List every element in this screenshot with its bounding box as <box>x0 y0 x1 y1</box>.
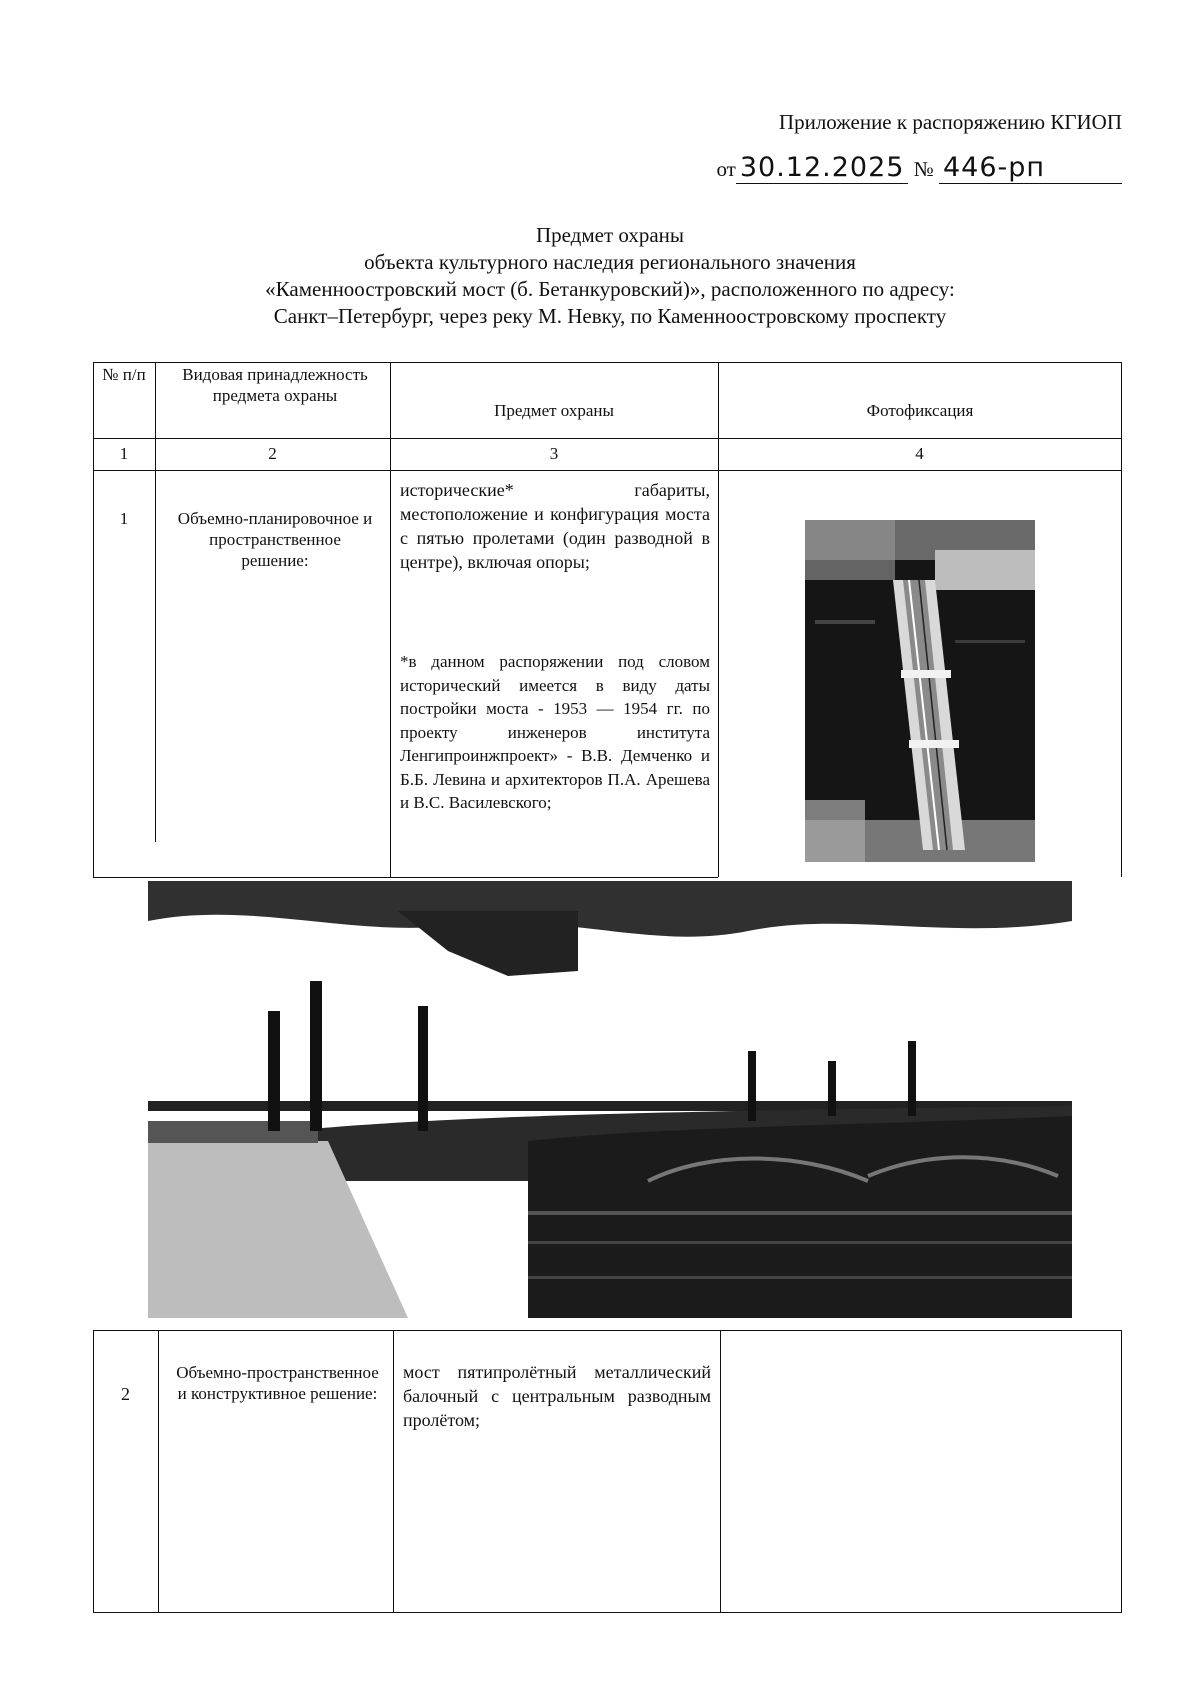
col-number-4: 4 <box>915 444 924 463</box>
rule <box>158 1330 159 1612</box>
rule <box>1121 1330 1122 1612</box>
heading-line-3: «Каменноостровский мост (б. Бетанкуровский)», расположенного по адресу: <box>265 277 955 301</box>
bridge-side-photo <box>148 881 1072 1318</box>
order-line <box>600 152 1122 184</box>
rule <box>155 362 156 842</box>
row-2-subject: мост пятипролётный металлический балочный с центральным разводным пролётом; <box>403 1362 711 1430</box>
rule <box>390 362 391 877</box>
bridge-side-image <box>148 881 1072 1318</box>
rule <box>718 362 719 877</box>
heading-line-4: Санкт–Петербург, через реку М. Невку, по Каменноостровскому проспекту <box>273 304 947 328</box>
col-number-3: 3 <box>549 444 559 463</box>
col-number-1: 1 <box>119 444 129 463</box>
rule <box>93 877 718 878</box>
col-header-subject: Предмет охраны <box>494 401 614 420</box>
order-number: 446-рп <box>939 152 1122 184</box>
row-1-category: Объемно-планировочное и пространственное решение: <box>177 509 373 570</box>
heading-line-1: Предмет охраны <box>535 223 685 247</box>
row-2-number: 2 <box>121 1384 130 1404</box>
col-header-number: № п/п <box>102 365 146 384</box>
col-header-photo: Фотофиксация <box>866 401 974 420</box>
col-header-category: Видовая принадлежность предмета охраны <box>182 365 368 405</box>
aerial-bridge-photo <box>805 520 1035 862</box>
rule <box>93 1330 94 1612</box>
heading-line-2: объекта культурного наследия регионального значения <box>364 250 856 274</box>
rule <box>93 362 1122 363</box>
appendix-title: Приложение к распоряжению КГИОП <box>778 110 1122 134</box>
row-1-note: *в данном распоряжении под словом исторический имеется в виду даты постройки моста - 1953 — 1954 гг. по проекту инженеров института Ленгипроинжпроект» - В.В. Демченко и Б.Б. Левина и архитекторов П.А. Арешева и В.С. Василевского; <box>400 652 710 812</box>
order-date: 30.12.2025 <box>736 152 909 184</box>
rule <box>93 1612 1122 1613</box>
aerial-bridge-image <box>805 520 1035 862</box>
document-heading <box>100 222 1120 330</box>
rule <box>93 1330 1122 1331</box>
rule <box>393 1330 394 1612</box>
order-number-label: № <box>913 157 934 181</box>
rule <box>93 470 1122 471</box>
row-1-number: 1 <box>119 509 129 528</box>
row-2-category: Объемно-пространственное и конструктивное решение: <box>176 1363 379 1403</box>
rule <box>1121 362 1122 877</box>
col-number-2: 2 <box>268 444 277 463</box>
order-prefix: от <box>716 157 736 181</box>
rule <box>720 1330 721 1612</box>
rule <box>93 438 1122 439</box>
row-1-subject: исторические* габариты, местоположение и конфигурация моста с пятью пролетами (один разводной в центре), включая опоры; <box>400 480 710 572</box>
rule <box>93 362 94 877</box>
